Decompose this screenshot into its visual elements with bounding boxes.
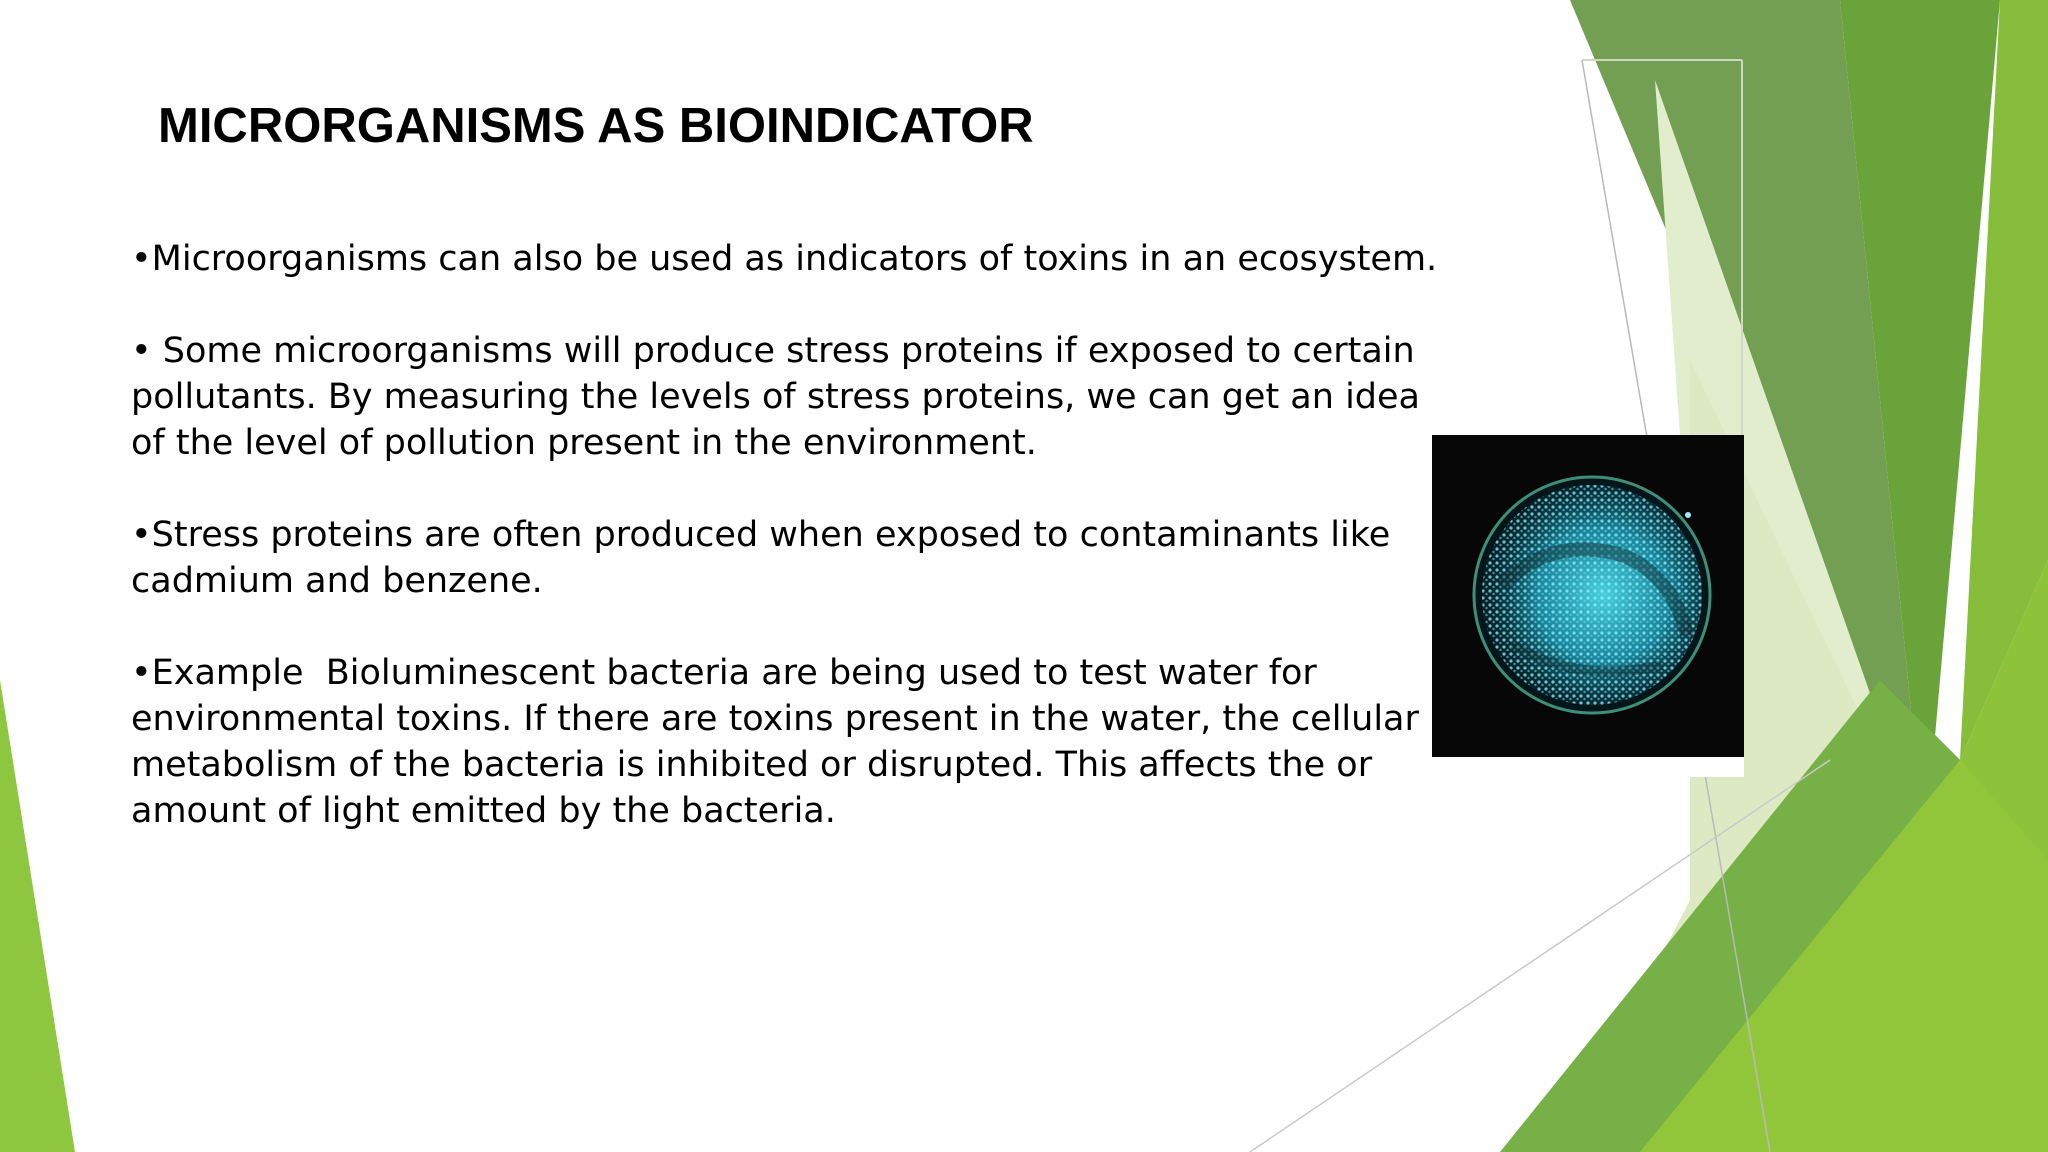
- photo-caption-strip: [1420, 757, 1744, 777]
- bullet-paragraph: • Some microorganisms will produce stress proteins if exposed to certain pollutants. By measuring the levels of stress proteins, we can get an idea of the level of pollution present in the environment.: [131, 331, 1432, 463]
- slide-title: MICRORGANISMS AS BIOINDICATOR: [158, 99, 1034, 153]
- petri-dish-photo: [1432, 435, 1744, 757]
- slide-body: [131, 236, 1461, 880]
- bullet-paragraph: •Stress proteins are often produced when exposed to contaminants like cadmium and benzene.: [131, 515, 1402, 601]
- bullet-paragraph: •Example Bioluminescent bacteria are being used to test water for environmental toxins. If there are toxins present in the water, the cellular metabolism of the bacteria is inhibited or disrupted. This affects the or amount of light emitted by the bacteria.: [131, 653, 1431, 831]
- bullet-paragraph: •Microorganisms can also be used as indicators of toxins in an ecosystem.: [131, 239, 1438, 279]
- petri-dish-bacteria-icon: [1432, 435, 1744, 757]
